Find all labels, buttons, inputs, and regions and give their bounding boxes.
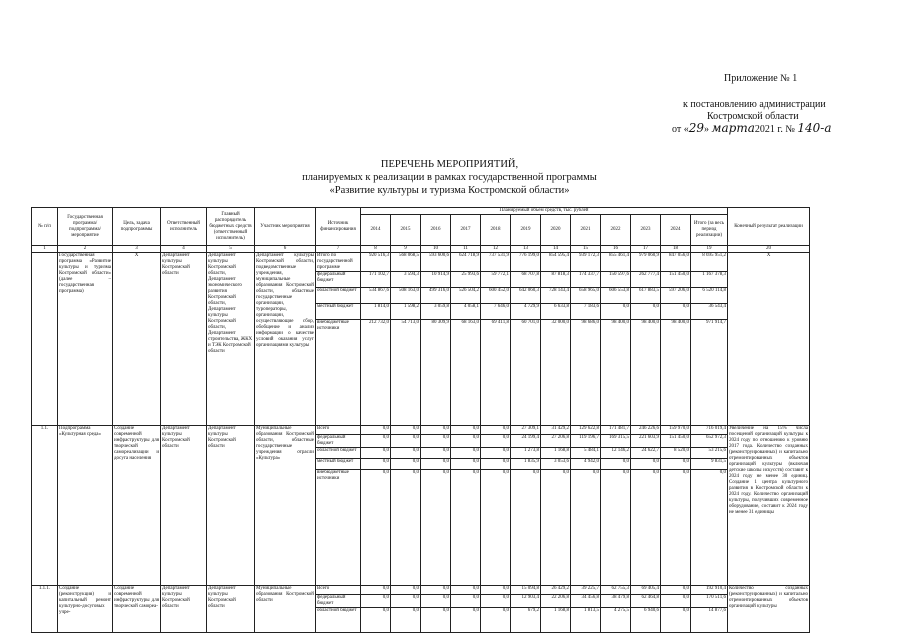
amount-cell: 171 481,7 <box>601 426 631 435</box>
budget-holder-cell: Департамент культуры Костромской области <box>207 586 255 633</box>
amount-cell: 0,0 <box>631 459 661 470</box>
amount-cell: 606 553,8 <box>601 288 631 304</box>
amount-cell: 0,0 <box>661 595 691 608</box>
amount-cell: 617 883,5 <box>631 288 661 304</box>
amount-cell: 31 429,2 <box>541 426 571 435</box>
amount-cell: 0,0 <box>601 459 631 470</box>
funding-source-cell: федеральный бюджет <box>316 435 361 448</box>
amount-cell: 0,0 <box>421 426 451 435</box>
funding-source-cell: Итого по государственной программе <box>316 253 361 272</box>
amount-cell: 679,2 <box>511 608 541 633</box>
amount-cell: 7 183,6 <box>571 304 601 320</box>
year-header: 2015 <box>391 215 421 246</box>
row-number-cell <box>32 253 58 426</box>
amount-cell: 221 603,9 <box>631 435 661 448</box>
amount-cell: 80 309,9 <box>421 320 451 426</box>
amount-cell: 0,0 <box>451 459 481 470</box>
decree-date-line <box>672 122 832 136</box>
amount-cell: 776 199,0 <box>511 253 541 272</box>
amount-cell: 0,0 <box>391 435 421 448</box>
amount-cell: 22 206,8 <box>541 595 571 608</box>
amount-cell: 1 835,9 <box>511 459 541 470</box>
amount-cell: 855 461,4 <box>601 253 631 272</box>
table-row <box>32 586 810 595</box>
table-row <box>32 426 810 435</box>
amount-cell: 0,0 <box>691 470 728 586</box>
participant-cell: Муниципальные образования Костромской области, областные государственные учреждения отрасли «Культура» <box>255 426 316 586</box>
col-num-header: № п/п <box>32 208 58 246</box>
amount-cell: 0,0 <box>451 448 481 459</box>
amount-cell: 27 206,8 <box>541 435 571 448</box>
amount-cell: 246 226,6 <box>631 426 661 435</box>
decree-line-2: Костромской области <box>707 111 799 122</box>
title-line-3: «Развитие культуры и туризма Костромской области» <box>329 185 570 196</box>
amount-cell: 534 867,6 <box>361 288 391 304</box>
amount-cell: 0,0 <box>421 459 451 470</box>
amount-cell: 597 206,0 <box>661 288 691 304</box>
amount-cell: 38 479,8 <box>601 595 631 608</box>
amount-cell: 169 315,5 <box>601 435 631 448</box>
participant-cell: Департамент культуры Костромской области, подведомственные учреждения, муниципальные образования Костромской области, областные государственные организации, туроператоры, организации, осуществляющие сбор, обобщение и анализ информации о качестве условий оказания услуг организациями культуры <box>255 253 316 426</box>
amount-cell: 5 484,1 <box>571 448 601 459</box>
amount-cell: 69 411,8 <box>481 320 511 426</box>
amount-cell: 0,0 <box>361 448 391 459</box>
amount-cell: 212 732,0 <box>361 320 391 426</box>
amount-cell: 728 143,4 <box>541 288 571 304</box>
column-number: 4 <box>161 246 207 253</box>
year-header: 2023 <box>631 215 661 246</box>
amount-cell: 174 337,7 <box>571 272 601 288</box>
amount-cell: 939 172,3 <box>571 253 601 272</box>
table-row <box>32 253 810 272</box>
amount-cell: 847 056,0 <box>661 253 691 272</box>
amount-cell: 499 316,0 <box>421 288 451 304</box>
year-header: 2022 <box>601 215 631 246</box>
column-number: 6 <box>255 246 316 253</box>
year-header: 2021 <box>571 215 601 246</box>
amount-cell: 0,0 <box>361 586 391 595</box>
amount-cell: 8 695 951,2 <box>691 253 728 272</box>
year-header: 2019 <box>511 215 541 246</box>
year-header: 2020 <box>541 215 571 246</box>
funding-source-cell: областной бюджет <box>316 288 361 304</box>
row-number-cell: 1.1. <box>32 426 58 586</box>
amount-cell: 0,0 <box>361 608 391 633</box>
funding-source-cell: федеральный бюджет <box>316 595 361 608</box>
col-result-header: Конечный результат реализации <box>728 208 810 246</box>
col-gr-header: Главный распорядитель бюджетных средств (ответственный исполнитель) <box>207 208 255 246</box>
amount-cell: 54 713,0 <box>391 320 421 426</box>
amount-cell: 526 504,2 <box>451 288 481 304</box>
amount-cell: 98 686,0 <box>571 320 601 426</box>
amount-cell: 192 910,4 <box>691 586 728 595</box>
amount-cell: 1 168,8 <box>541 608 571 633</box>
amount-cell: 9 831,5 <box>691 459 728 470</box>
amount-cell: 7 646,0 <box>481 304 511 320</box>
col-part-header: Участник мероприятия <box>255 208 316 246</box>
amount-cell: 69 405,4 <box>631 586 661 595</box>
appendix-label: Приложение № 1 <box>724 73 798 84</box>
goal-cell: Создание современной инфраструктуры для творческой самореа- <box>113 586 161 633</box>
column-number: 20 <box>728 246 810 253</box>
amount-cell: 716 019,4 <box>691 426 728 435</box>
amount-cell: 34 456,8 <box>571 595 601 608</box>
col-goal-header: Цель, задача подпрограммы <box>113 208 161 246</box>
date-year: 2021 г. № <box>754 124 795 135</box>
amount-cell: 98 400,0 <box>601 320 631 426</box>
plan-header: Планируемый объем средств, тыс. рублей <box>361 208 728 215</box>
amount-cell: 0,0 <box>661 304 691 320</box>
result-cell: Увеличение на 15% числа посещений организаций культуры к 2024 году по отношению к уровню 2017 года. Количество созданных (реконструированных) и капитально отремонтированных объектов организаций культуры (включая детские школы искусств) составит к 2024 году не менее 30 единиц. Создание 1 центра культурного развития в Костромской области к 2024 году. Количество организаций культуры, получивших современное оборудование, составит к 2024 году не менее 31 единицы <box>728 426 810 586</box>
amount-cell: 4 058,1 <box>451 304 481 320</box>
column-number: 9 <box>391 246 421 253</box>
column-number: 8 <box>361 246 391 253</box>
amount-cell: 62 464,8 <box>631 595 661 608</box>
column-number: 17 <box>631 246 661 253</box>
amount-cell: 0,0 <box>631 304 661 320</box>
amount-cell: 0,0 <box>391 470 421 586</box>
title-line-2: планируемых к реализации в рамках государственной программы <box>302 172 597 183</box>
year-header: 2024 <box>661 215 691 246</box>
goal-cell: Х <box>113 253 161 426</box>
executor-cell: Департамент культуры Костромской области <box>161 426 207 586</box>
decree-number: 140-а <box>797 121 832 135</box>
column-number: 13 <box>511 246 541 253</box>
amount-cell: 0,0 <box>451 435 481 448</box>
amount-cell: 0,0 <box>481 426 511 435</box>
amount-cell: 0,0 <box>481 435 511 448</box>
amount-cell: 129 622,8 <box>571 426 601 435</box>
activity-name-cell: Подпрограмма «Культурная среда» <box>58 426 113 586</box>
funding-source-cell: местный бюджет <box>316 304 361 320</box>
amount-cell: 642 060,3 <box>511 288 541 304</box>
amount-cell: 1 168,8 <box>541 448 571 459</box>
amount-cell: 0,0 <box>511 470 541 586</box>
amount-cell: 0,0 <box>571 470 601 586</box>
budget-holder-cell: Департамент культуры Костромской области, Департамент экономического развития Костромской области, Департамент культуры Костромской области, Департамент строительства, ЖКХ и ТЭК Костромской области <box>207 253 255 426</box>
amount-cell: 0,0 <box>391 595 421 608</box>
amount-cell: 62 755,3 <box>601 586 631 595</box>
amount-cell: 4 729,9 <box>511 304 541 320</box>
amount-cell: 3 053,6 <box>541 459 571 470</box>
column-number: 10 <box>421 246 451 253</box>
amount-cell: 0,0 <box>391 426 421 435</box>
col-src-header: Источник финансирования <box>316 208 361 246</box>
amount-cell: 262 777,4 <box>631 272 661 288</box>
amount-cell: 12 903,4 <box>511 595 541 608</box>
amount-cell: 87 818,3 <box>541 272 571 288</box>
amount-cell: 3 059,8 <box>421 304 451 320</box>
date-day: 29 <box>688 121 705 135</box>
col-name-header: Государственная программа/подпрограмма/мероприятие <box>58 208 113 246</box>
participant-cell: Муниципальные образования Костромской области <box>255 586 316 633</box>
year-header: 2017 <box>451 215 481 246</box>
col-exec-header: Ответственный исполнитель <box>161 208 207 246</box>
amount-cell: 658 965,0 <box>571 288 601 304</box>
activity-name-cell: Создание (реконструкция) и капитальный ремонт культурно-досуговых учре- <box>58 586 113 633</box>
funding-source-cell: областной бюджет <box>316 448 361 459</box>
date-prefix: от « <box>672 124 689 135</box>
amount-cell: 854 595,4 <box>541 253 571 272</box>
column-number: 3 <box>113 246 161 253</box>
amount-cell: 0,0 <box>661 459 691 470</box>
column-number: 7 <box>316 246 361 253</box>
amount-cell: 0,0 <box>661 470 691 586</box>
amount-cell: 0,0 <box>631 470 661 586</box>
amount-cell: 971 914,7 <box>691 320 728 426</box>
amount-cell: 4 275,5 <box>601 608 631 633</box>
amount-cell: 0,0 <box>391 459 421 470</box>
funding-source-cell: внебюджетные источники <box>316 470 361 586</box>
amount-cell: 60 701,0 <box>511 320 541 426</box>
amount-cell: 0,0 <box>421 586 451 595</box>
amount-cell: 0,0 <box>451 608 481 633</box>
amount-cell: 0,0 <box>421 595 451 608</box>
amount-cell: 979 060,9 <box>631 253 661 272</box>
amount-cell: 0,0 <box>481 448 511 459</box>
year-header: 2014 <box>361 215 391 246</box>
activities-table <box>31 207 810 633</box>
row-number-cell: 1.1.1. <box>32 586 58 633</box>
amount-cell: 119 196,7 <box>571 435 601 448</box>
funding-source-cell: местный бюджет <box>316 459 361 470</box>
year-header: 2016 <box>421 215 451 246</box>
column-number: 12 <box>481 246 511 253</box>
amount-cell: 59 772,1 <box>481 272 511 288</box>
amount-cell: 150 597,6 <box>601 272 631 288</box>
amount-cell: 14 877,6 <box>691 608 728 633</box>
amount-cell: 652 972,3 <box>691 435 728 448</box>
amount-cell: 27 309,1 <box>511 426 541 435</box>
amount-cell: 624 718,9 <box>451 253 481 272</box>
amount-cell: 0,0 <box>481 586 511 595</box>
funding-source-cell: Всего <box>316 586 361 595</box>
amount-cell: 68 163,0 <box>451 320 481 426</box>
amount-cell: 737 531,9 <box>481 253 511 272</box>
funding-source-cell: федеральный бюджет <box>316 272 361 288</box>
column-number: 19 <box>691 246 728 253</box>
funding-source-cell: внебюджетные источники <box>316 320 361 426</box>
amount-cell: 0,0 <box>451 586 481 595</box>
amount-cell: 10 914,9 <box>421 272 451 288</box>
amount-cell: 593 600,6 <box>421 253 451 272</box>
amount-cell: 159 970,0 <box>661 426 691 435</box>
amount-cell: 0,0 <box>481 608 511 633</box>
activity-name-cell: Государственная программа «Развитие культуры и туризма Костромской области» (далее – государственная программа) <box>58 253 113 426</box>
amount-cell: 170 511,6 <box>691 595 728 608</box>
funding-source-cell: Всего <box>316 426 361 435</box>
amount-cell: 68 707,8 <box>511 272 541 288</box>
amount-cell: 568 068,5 <box>391 253 421 272</box>
amount-cell: 1 598,2 <box>391 304 421 320</box>
result-cell: Х <box>728 253 810 426</box>
amount-cell: 32 000,0 <box>541 320 571 426</box>
amount-cell: 98 400,0 <box>631 320 661 426</box>
budget-holder-cell: Департамент культуры Костромской области <box>207 426 255 586</box>
amount-cell: 0,0 <box>361 595 391 608</box>
amount-cell: 98 400,0 <box>661 320 691 426</box>
amount-cell: 1 814,0 <box>361 304 391 320</box>
column-number: 14 <box>541 246 571 253</box>
column-number: 1 <box>32 246 58 253</box>
amount-cell: 0,0 <box>421 608 451 633</box>
amount-cell: 171 102,7 <box>361 272 391 288</box>
column-number: 16 <box>601 246 631 253</box>
funding-source-cell: областной бюджет <box>316 608 361 633</box>
amount-cell: 0,0 <box>421 448 451 459</box>
executor-cell: Департамент культуры Костромской области <box>161 253 207 426</box>
amount-cell: 0,0 <box>601 304 631 320</box>
amount-cell: 4 942,0 <box>571 459 601 470</box>
amount-cell: 0,0 <box>661 586 691 595</box>
column-number: 15 <box>571 246 601 253</box>
amount-cell: 1 273,8 <box>511 448 541 459</box>
amount-cell: 0,0 <box>451 595 481 608</box>
column-number: 11 <box>451 246 481 253</box>
amount-cell: 24 199,4 <box>511 435 541 448</box>
amount-cell: 0,0 <box>391 586 421 595</box>
column-number: 2 <box>58 246 113 253</box>
amount-cell: 0,0 <box>661 608 691 633</box>
amount-cell: 0,0 <box>481 595 511 608</box>
document-title <box>0 158 899 197</box>
amount-cell: 0,0 <box>541 470 571 586</box>
amount-cell: 0,0 <box>391 608 421 633</box>
amount-cell: 1 813,5 <box>571 608 601 633</box>
amount-cell: 0,0 <box>481 470 511 586</box>
amount-cell: 1 167 378,3 <box>691 272 728 288</box>
amount-cell: 12 146,2 <box>601 448 631 459</box>
amount-cell: 0,0 <box>451 470 481 586</box>
column-number: 5 <box>207 246 255 253</box>
amount-cell: 151 450,0 <box>661 435 691 448</box>
column-number: 18 <box>661 246 691 253</box>
amount-cell: 920 516,3 <box>361 253 391 272</box>
amount-cell: 53 215,6 <box>691 448 728 459</box>
result-cell: Количество созданных (реконструированных) и капитально отремонтированных объектов организаций культуры <box>728 586 810 633</box>
amount-cell: 0,0 <box>421 435 451 448</box>
amount-cell: 24 622,7 <box>631 448 661 459</box>
date-month: марта <box>711 121 755 135</box>
amount-cell: 15 094,8 <box>511 586 541 595</box>
amount-cell: 600 452,0 <box>481 288 511 304</box>
amount-cell: 0,0 <box>361 470 391 586</box>
amount-cell: 0,0 <box>421 470 451 586</box>
amount-cell: 0,0 <box>361 459 391 470</box>
goal-cell: Создание современной инфраструктуры для творческой самореализации и досуга населения <box>113 426 161 586</box>
amount-cell: 6 633,8 <box>541 304 571 320</box>
amount-cell: 8 520,0 <box>661 448 691 459</box>
year-header: 2018 <box>481 215 511 246</box>
amount-cell: 0,0 <box>361 426 391 435</box>
amount-cell: 0,0 <box>361 435 391 448</box>
amount-cell: 25 993,6 <box>451 272 481 288</box>
executor-cell: Департамент культуры Костромской области <box>161 586 207 633</box>
title-line-1: ПЕРЕЧЕНЬ МЕРОПРИЯТИЙ, <box>380 159 519 170</box>
amount-cell: 36 543,4 <box>691 304 728 320</box>
amount-cell: 0,0 <box>391 448 421 459</box>
amount-cell: 3 594,3 <box>391 272 421 288</box>
date-mid: » <box>704 124 710 135</box>
amount-cell: 39 225,7 <box>571 586 601 595</box>
decree-line-1: к постановлению администрации <box>683 99 826 110</box>
amount-cell: 6 940,6 <box>631 608 661 633</box>
amount-cell: 508 163,0 <box>391 288 421 304</box>
amount-cell: 6 520 114,8 <box>691 288 728 304</box>
amount-cell: 0,0 <box>481 459 511 470</box>
amount-cell: 0,0 <box>451 426 481 435</box>
total-header: Итого (за весь период реализации) <box>691 215 728 246</box>
amount-cell: 26 429,2 <box>541 586 571 595</box>
amount-cell: 0,0 <box>601 470 631 586</box>
amount-cell: 151 450,0 <box>661 272 691 288</box>
